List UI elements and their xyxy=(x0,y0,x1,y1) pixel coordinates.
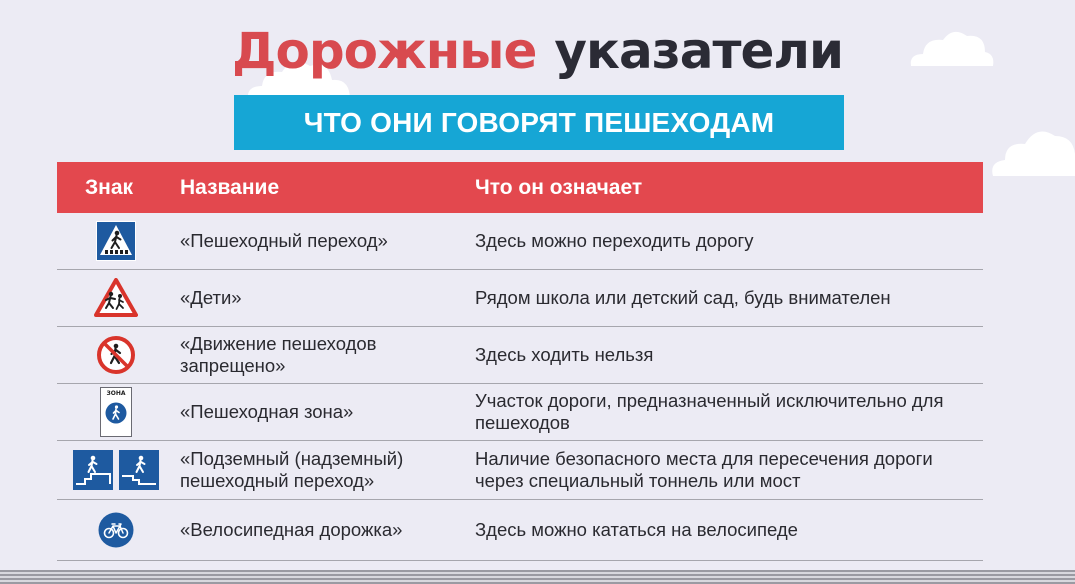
table-row xyxy=(57,270,983,327)
row-meaning: Здесь можно переходить дорогу xyxy=(475,230,754,251)
signs-table xyxy=(57,213,983,561)
row-meaning: Наличие безопасного места для пересечения дороги через специальный тоннель или мост xyxy=(475,448,933,491)
row-name: «Подземный (надземный) пешеходный переход» xyxy=(180,448,404,491)
title-part-1: Дорожные xyxy=(231,22,537,80)
row-name: «Движение пешеходов запрещено» xyxy=(180,333,377,376)
row-name: «Пешеходная зона» xyxy=(180,401,354,422)
underground-overground-crossing-sign-icon xyxy=(73,450,159,490)
pedestrian-zone-sign-icon xyxy=(100,387,132,437)
row-meaning: Здесь можно кататься на велосипеде xyxy=(475,519,798,540)
table-row xyxy=(57,441,983,500)
row-name: «Дети» xyxy=(180,287,242,308)
cloud-icon xyxy=(985,118,1075,178)
header-meaning: Что он означает xyxy=(475,176,643,199)
table-header xyxy=(57,162,983,213)
row-meaning: Участок дороги, предназначенный исключительно для пешеходов xyxy=(475,390,944,433)
subtitle-banner: ЧТО ОНИ ГОВОРЯТ ПЕШЕХОДАМ xyxy=(234,95,844,150)
title-part-2: указатели xyxy=(554,22,844,80)
page-title xyxy=(0,22,1075,80)
table-row xyxy=(57,384,983,441)
zone-sign-label: ЗОНА xyxy=(106,390,126,397)
row-meaning: Рядом школа или детский сад, будь внимателен xyxy=(475,287,891,308)
header-sign: Знак xyxy=(85,176,134,199)
table-row xyxy=(57,500,983,561)
pedestrian-crossing-sign-icon xyxy=(96,221,136,261)
bicycle-path-sign-icon xyxy=(98,512,134,548)
no-pedestrians-sign-icon xyxy=(96,335,136,375)
bottom-scroll-strip xyxy=(0,570,1075,584)
children-sign-icon xyxy=(94,278,138,318)
table-row xyxy=(57,213,983,270)
row-name: «Пешеходный переход» xyxy=(180,230,388,251)
table-row xyxy=(57,327,983,384)
row-name: «Велосипедная дорожка» xyxy=(180,519,403,540)
row-meaning: Здесь ходить нельзя xyxy=(475,344,654,365)
header-name: Название xyxy=(180,176,280,199)
